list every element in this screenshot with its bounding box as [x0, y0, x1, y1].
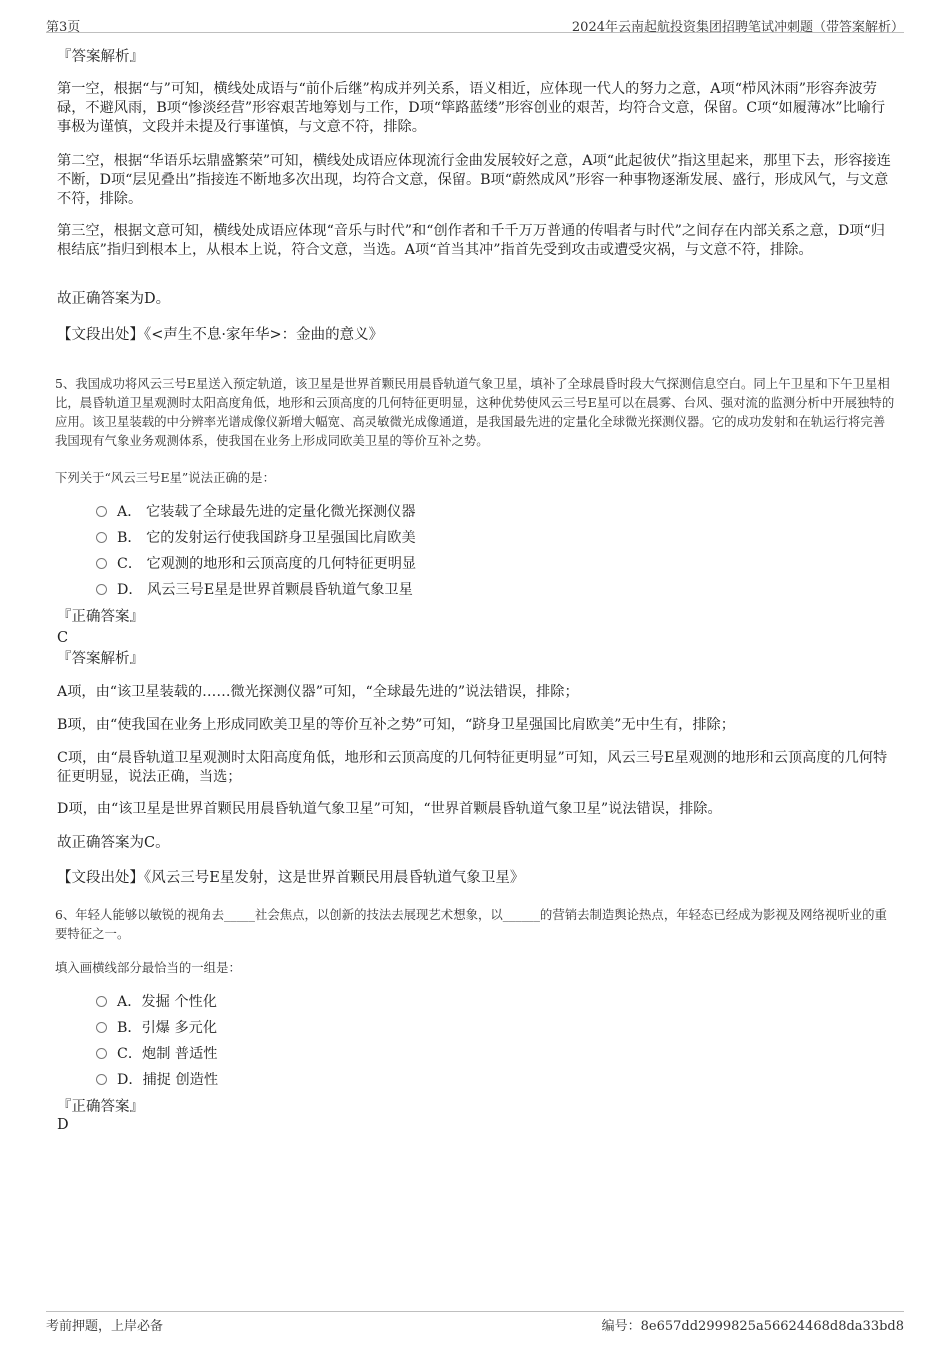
- q4-analysis-label: 『答案解析』: [57, 49, 144, 65]
- q6-option-b[interactable]: B．引爆 多元化: [96, 1018, 217, 1038]
- q5-option-a[interactable]: A． 它装载了全球最先进的定量化微光探测仪器: [96, 502, 416, 522]
- footer-slogan: 考前押题，上岸必备: [46, 1319, 164, 1334]
- radio-icon[interactable]: [96, 584, 107, 595]
- q4-source: 【文段出处】《<声生不息·家年华>：金曲的意义》: [57, 327, 384, 343]
- document-title: 2024年云南起航投资集团招聘笔试冲刺题（带答案解析）: [571, 20, 904, 35]
- q6-option-a[interactable]: A．发掘 个性化: [96, 992, 217, 1012]
- radio-icon[interactable]: [96, 558, 107, 569]
- q6-option-d[interactable]: D．捕捉 创造性: [96, 1070, 218, 1090]
- q6-answer: D: [57, 1117, 69, 1133]
- radio-icon[interactable]: [96, 1074, 107, 1085]
- q4-conclusion: 故正确答案为D。: [57, 291, 171, 307]
- q5-answer: C: [57, 630, 69, 646]
- q4-analysis-p2: 第二空，根据“华语乐坛鼎盛繁荣”可知，横线处成语应体现流行金曲发展较好之意，A项“此起彼伏”指这里起来，那里下去，形容接连不断，D项“层见叠出”指接连不断地多次出现，均符合文意，保留。B项“蔚然成风”形容一种事物逐渐发展、盛行，形成风气，与文意不符，排除。: [57, 153, 891, 207]
- document-id: 编号：8e657dd2999825a56624468d8da33bd8: [601, 1319, 904, 1334]
- q6-option-c[interactable]: C．炮制 普适性: [96, 1044, 218, 1064]
- q5-answer-label: 『正确答案』: [57, 609, 144, 625]
- q5-analysis-c: C项，由“晨昏轨道卫星观测时太阳高度角低，地形和云顶高度的几何特征更明显”可知，风云三号E星观测的地形和云顶高度的几何特征更明显，说法正确，当选；: [57, 750, 888, 785]
- q5-conclusion: 故正确答案为C。: [57, 835, 170, 851]
- radio-icon[interactable]: [96, 532, 107, 543]
- q6-answer-label: 『正确答案』: [57, 1099, 144, 1115]
- q6-prompt: 填入画横线部分最恰当的一组是：: [55, 960, 241, 975]
- q5-option-b[interactable]: B． 它的发射运行使我国跻身卫星强国比肩欧美: [96, 528, 416, 548]
- q4-analysis-p1: 第一空，根据“与”可知，横线处成语与“前仆后继”构成并列关系，语义相近，应体现一代人的努力之意，A项“栉风沐雨”形容奔波劳碌，不避风雨，B项“惨淡经营”形容艰苦地筹划与工作，D项“筚路蓝缕”形容创业的艰苦，均符合文意，保留。C项“如履薄冰”比喻行事极为谨慎，文段并未提及行事谨慎，与文意不符，排除。: [57, 81, 886, 135]
- q5-analysis-d: D项，由“该卫星是世界首颗民用晨昏轨道气象卫星”可知，“世界首颗晨昏轨道气象卫星”说法错误，排除。: [57, 801, 722, 817]
- page-header: [46, 14, 904, 33]
- q5-option-c[interactable]: C． 它观测的地形和云顶高度的几何特征更明显: [96, 554, 416, 574]
- page-number: 第3页: [46, 20, 81, 35]
- q6-passage: 6、年轻人能够以敏锐的视角去_____社会焦点，以创新的技法去展现艺术想象，以______的营销去制造舆论热点，年轻态已经成为影视及网络视听业的重要特征之一。: [55, 907, 887, 941]
- q5-passage: 5、我国成功将风云三号E星送入预定轨道，该卫星是世界首颗民用晨昏轨道气象卫星，填补了全球晨昏时段大气探测信息空白。同上午卫星和下午卫星相比，晨昏轨道卫星观测时太阳高度角低，地形和云顶高度的几何特征更明显，这种优势使风云三号E星可以在晨雾、台风、强对流的监测分析中开展独特的应用。该卫星装载的中分辨率光谱成像仪新增大幅宽、高灵敏微光成像通道，是我国最先进的定量化全球微光探测仪器。它的成功发射和在轨运行将完善我国现有气象业务观测体系，使我国在业务上形成同欧美卫星的等价互补之势。: [55, 376, 895, 448]
- radio-icon[interactable]: [96, 1048, 107, 1059]
- q5-analysis-label: 『答案解析』: [57, 651, 144, 667]
- q5-prompt: 下列关于“风云三号E星”说法正确的是：: [55, 470, 275, 485]
- page-footer: [46, 1311, 904, 1332]
- radio-icon[interactable]: [96, 996, 107, 1007]
- q5-source: 【文段出处】《风云三号E星发射，这是世界首颗民用晨昏轨道气象卫星》: [57, 870, 525, 886]
- q5-analysis-a: A项，由“该卫星装载的……微光探测仪器”可知，“全球最先进的”说法错误，排除；: [57, 684, 579, 700]
- q4-analysis-p3: 第三空，根据文意可知，横线处成语应体现“音乐与时代”和“创作者和千千万万普通的传唱者与时代”之间存在内部关系之意，D项“归根结底”指归到根本上，从根本上说，符合文意，当选。A项“首当其冲”指首先受到攻击或遭受灾祸，与文意不符，排除。: [57, 223, 885, 258]
- radio-icon[interactable]: [96, 506, 107, 517]
- radio-icon[interactable]: [96, 1022, 107, 1033]
- q5-analysis-b: B项，由“使我国在业务上形成同欧美卫星的等价互补之势”可知，“跻身卫星强国比肩欧美”无中生有，排除；: [57, 717, 735, 733]
- q5-option-d[interactable]: D． 风云三号E星是世界首颗晨昏轨道气象卫星: [96, 580, 413, 600]
